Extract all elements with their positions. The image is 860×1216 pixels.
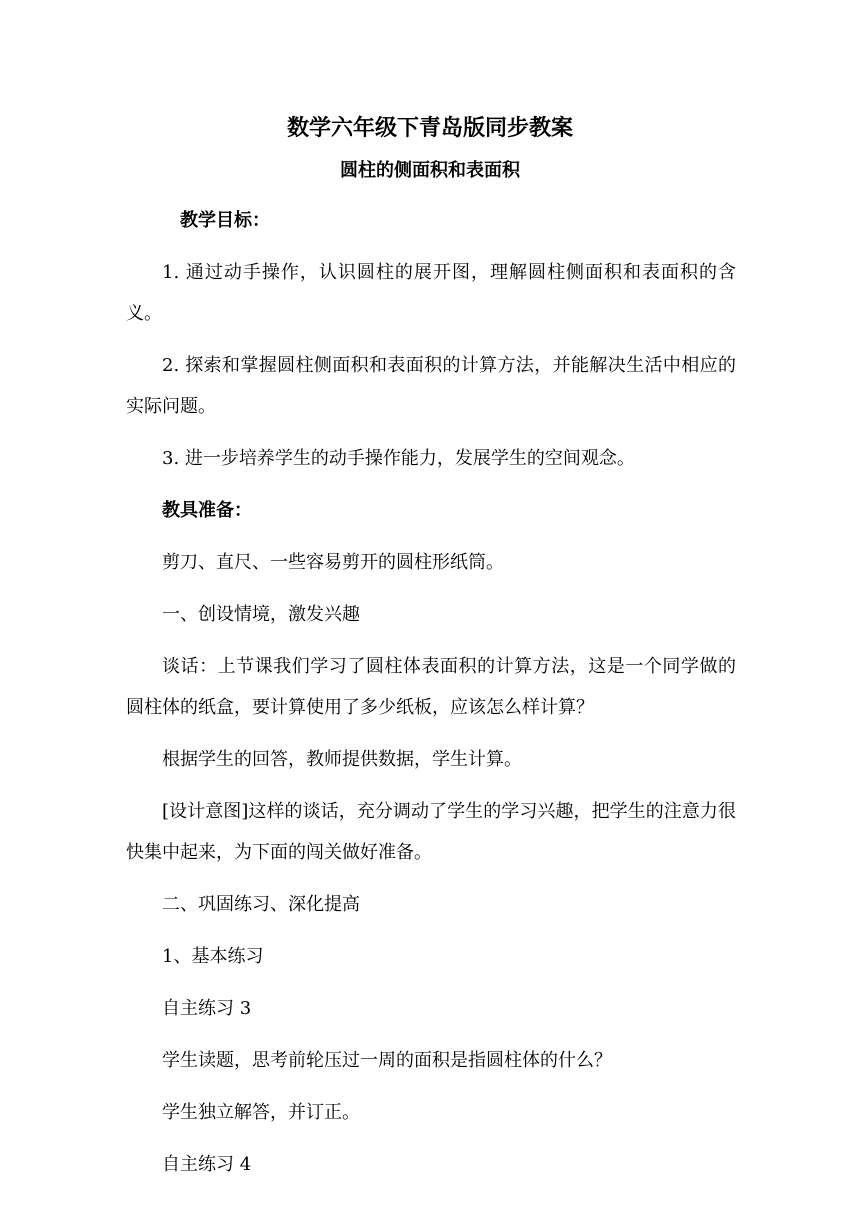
paragraph: 剪刀、直尺、一些容易剪开的圆柱形纸筒。 (162, 552, 504, 573)
paragraph: 1、基本练习 (162, 946, 264, 967)
paragraph: 谈话：上节课我们学习了圆柱体表面积的计算方法，这是一个同学做的圆柱体的纸盒，要计算使用了多少纸板，应该怎么样计算？ (126, 656, 736, 718)
paragraph: 自主练习 4 (162, 1154, 252, 1175)
paragraph: 学生读题，思考前轮压过一周的面积是指圆柱体的什么？ (162, 1050, 612, 1071)
section-heading-objectives: 教学目标： (180, 210, 270, 231)
section-heading-materials: 教具准备： (162, 500, 252, 521)
document-title: 数学六年级下青岛版同步教案 (286, 115, 573, 141)
paragraph: [设计意图]这样的谈话，充分调动了学生的学习兴趣，把学生的注意力很快集中起来，为下面的闯关做好准备。 (126, 801, 736, 863)
section-heading: 二、巩固练习、深化提高 (162, 894, 360, 915)
document-body (126, 200, 736, 1196)
paragraph: 学生独立解答，并订正。 (162, 1102, 360, 1123)
paragraph: 自主练习 3 (162, 998, 252, 1019)
section-heading: 一、创设情境，激发兴趣 (162, 604, 360, 625)
paragraph: 2. 探索和掌握圆柱侧面积和表面积的计算方法，并能解决生活中相应的实际问题。 (126, 355, 736, 417)
paragraph: 1. 通过动手操作，认识圆柱的展开图，理解圆柱侧面积和表面积的含义。 (126, 262, 736, 324)
document-subtitle: 圆柱的侧面积和表面积 (340, 160, 520, 181)
paragraph: 根据学生的回答，教师提供数据，学生计算。 (162, 749, 522, 770)
paragraph: 3. 进一步培养学生的动手操作能力，发展学生的空间观念。 (162, 448, 635, 469)
